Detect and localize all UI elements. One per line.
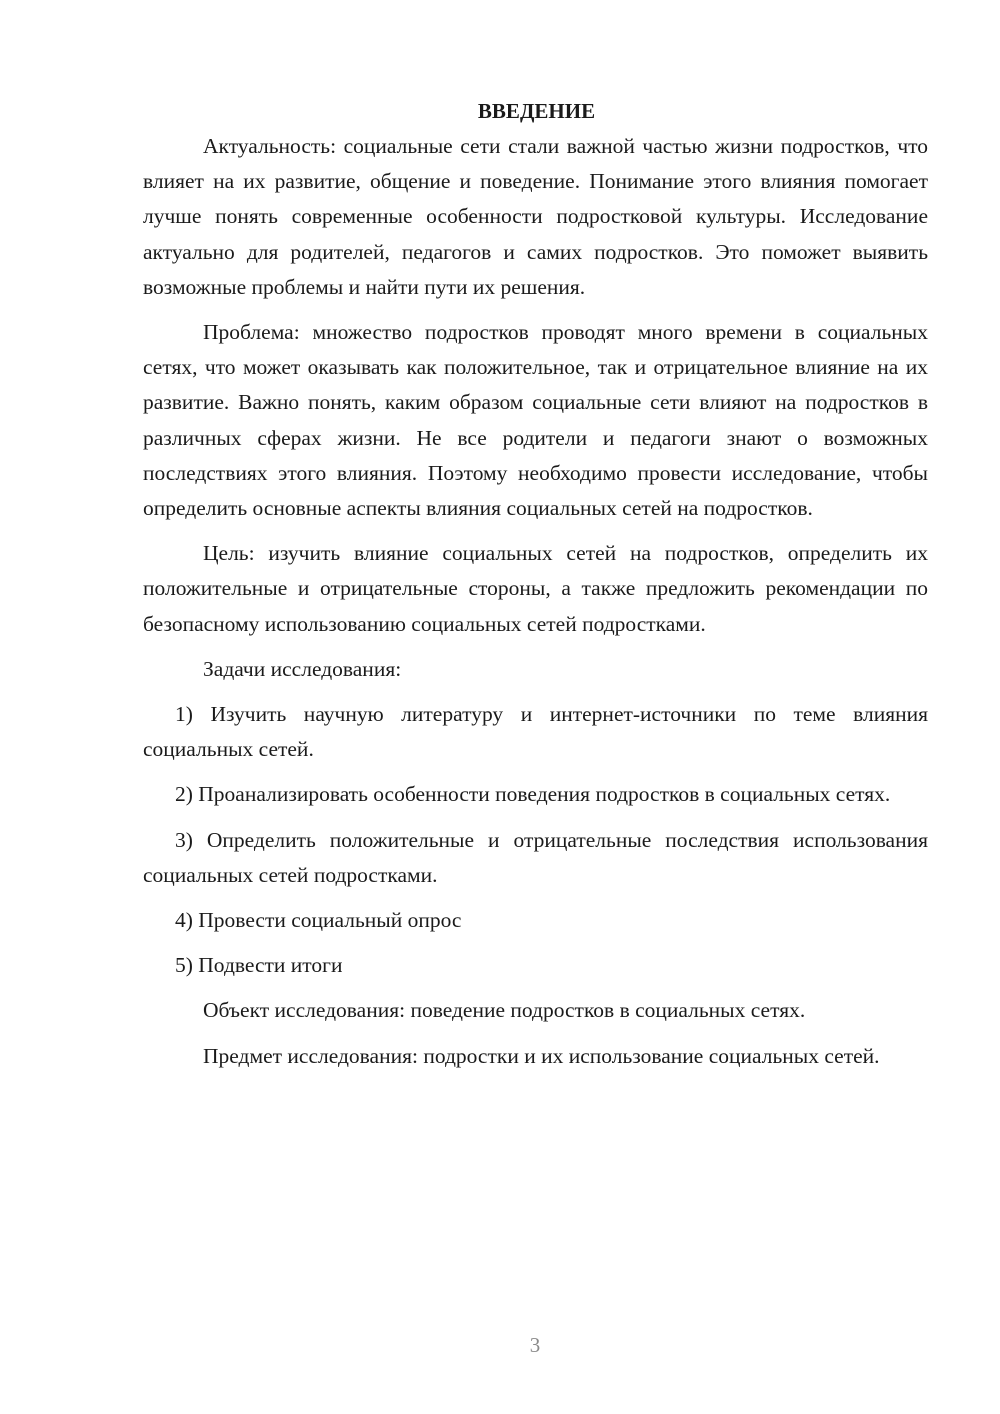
document-body (143, 94, 928, 1074)
task-item-5: 5) Подвести итоги (175, 953, 343, 978)
task-item-4: 4) Провести социальный опрос (175, 908, 462, 933)
task-item-1: 1) Изучить научную литературу и интернет-источники по теме влияния социальных сетей. (143, 702, 928, 762)
task-item-2: 2) Проанализировать особенности поведения подростков в социальных сетях. (175, 782, 891, 807)
object-paragraph: Объект исследования: поведение подростков в социальных сетях. (203, 998, 806, 1023)
task-item-3: 3) Определить положительные и отрицательные последствия использования социальных сетей подростками. (143, 827, 928, 887)
goal-paragraph: Цель: изучить влияние социальных сетей на подростков, определить их положительные и отрицательные стороны, а также предложить рекомендации по безопасному использованию социальных сетей подростками. (143, 541, 928, 636)
tasks-list (143, 697, 928, 983)
page-number: 3 (529, 1333, 541, 1357)
section-title: ВВЕДЕНИЕ (477, 99, 596, 123)
subject-paragraph: Предмет исследования: подростки и их использование социальных сетей. (203, 1043, 880, 1068)
problem-paragraph: Проблема: множество подростков проводят много времени в социальных сетях, что может оказывать как положительное, так и отрицательное влияние на их развитие. Важно понять, каким образом социальные сети влияют на подростков в различных сферах жизни. Не все родители и педагоги знают о возможных последствиях этого влияния. Поэтому необходимо провести исследование, чтобы определить основные аспекты влияния социальных сетей на подростков. (143, 320, 928, 521)
relevance-paragraph: Актуальность: социальные сети стали важной частью жизни подростков, что влияет на их развитие, общение и поведение. Понимание этого влияния помогает лучше понять современные особенности подростковой культуры. Исследование актуально для родителей, педагогов и самих подростков. Это поможет выявить возможные проблемы и найти пути их решения. (143, 134, 928, 299)
tasks-heading: Задачи исследования: (203, 656, 402, 681)
